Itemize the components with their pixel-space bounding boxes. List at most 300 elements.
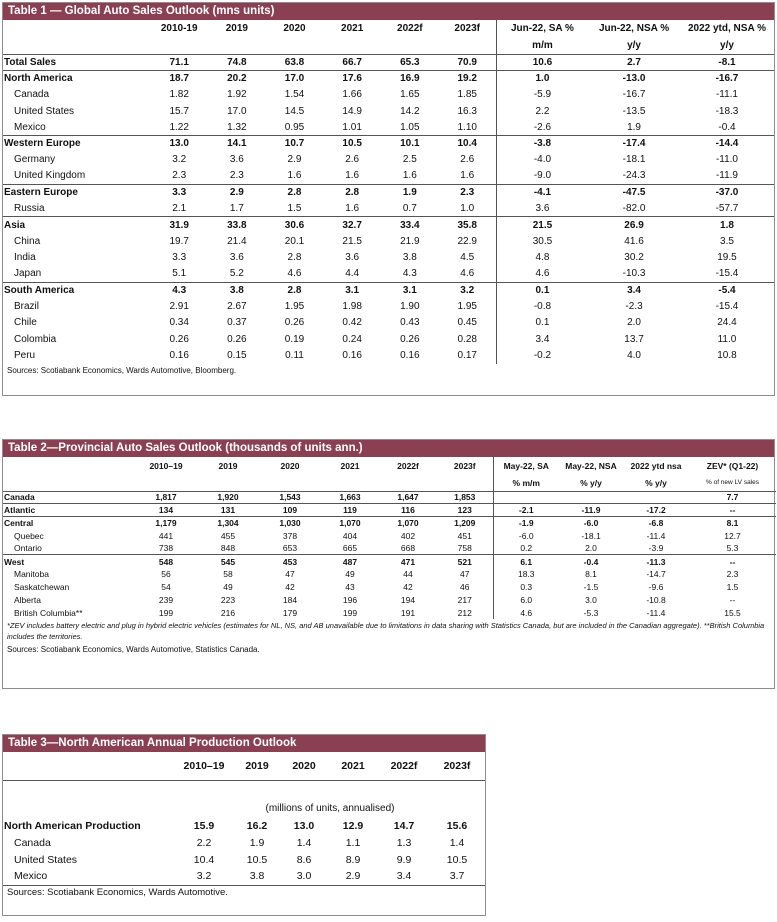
table-row — [3, 217, 774, 233]
table-cell: 0.34 — [169, 317, 189, 329]
table-cell: -15.4 — [715, 268, 739, 280]
table-cell: 54 — [161, 581, 171, 592]
table-cell: 1.8 — [680, 217, 774, 233]
col-header: 2021 — [341, 23, 364, 34]
table-cell: -0.4 — [559, 555, 623, 568]
table-cell: -82.0 — [622, 203, 646, 215]
row-label: Alberta — [14, 594, 41, 605]
table-row — [3, 152, 774, 168]
table-cell: 30.5 — [496, 233, 588, 249]
row-label: Quebec — [14, 530, 44, 541]
table-cell: -6.8 — [623, 517, 689, 530]
row-label: United States — [14, 853, 78, 866]
table-row — [3, 834, 485, 851]
table-cell: -24.3 — [622, 170, 646, 182]
table-cell: 21.4 — [227, 235, 247, 247]
table-cell: 16.9 — [381, 70, 439, 86]
table-cell: -11.4 — [646, 607, 666, 618]
table-cell: -6.0 — [493, 529, 559, 542]
table-cell: 0.37 — [227, 317, 247, 329]
table-1-title: Table 1 — Global Auto Sales Outlook (mns units) — [3, 3, 774, 20]
row-label: Total Sales — [3, 54, 150, 70]
table-cell: 123 — [437, 504, 493, 517]
table-cell: 0.26 — [400, 333, 420, 345]
table-cell — [623, 491, 689, 504]
table-cell: -17.2 — [623, 504, 689, 517]
table-cell: 42 — [403, 581, 413, 592]
row-label: West — [3, 555, 135, 568]
table-cell: 14.9 — [342, 105, 362, 117]
row-label: Mexico — [14, 870, 48, 883]
table-cell: 487 — [321, 555, 379, 568]
table-cell: -11.9 — [715, 170, 738, 182]
table-row — [3, 817, 485, 834]
table-cell: -0.2 — [496, 347, 588, 363]
table-cell: 4.3 — [402, 268, 417, 280]
table-cell: 30.6 — [266, 217, 324, 233]
table-cell: 10.4 — [439, 135, 497, 151]
row-label: China — [14, 235, 41, 247]
table-cell: 18.3 — [493, 568, 559, 581]
table-cell: 31.9 — [150, 217, 208, 233]
table-1-header-row-2 — [3, 37, 774, 54]
table-3-sources: Sources: Scotiabank Economics, Wards Automotive. — [7, 886, 228, 898]
table-cell: 17.0 — [227, 105, 247, 117]
col-header: 2019 — [218, 461, 238, 471]
table-cell: -57.7 — [715, 203, 739, 215]
table-cell: -4.1 — [496, 184, 588, 200]
col-subheader: % y/y — [580, 477, 602, 488]
table-cell: 738 — [158, 543, 174, 554]
table-row — [3, 606, 776, 619]
table-cell: 1,853 — [437, 491, 493, 504]
table-3 — [2, 734, 486, 916]
table-cell: 15.5 — [724, 607, 741, 618]
table-cell: 44 — [403, 569, 413, 580]
table-cell: 216 — [220, 607, 236, 618]
table-row — [3, 184, 774, 200]
table-cell: 4.0 — [627, 349, 641, 361]
col-subheader: y/y — [720, 39, 734, 51]
table-2 — [2, 439, 775, 689]
table-cell: 402 — [400, 530, 416, 541]
col-header: 2023f — [454, 23, 480, 34]
table-cell: 4.5 — [460, 252, 475, 264]
table-cell: 3.2 — [196, 870, 212, 883]
table-cell: 42 — [285, 581, 295, 592]
table-cell — [559, 491, 623, 504]
row-label: Chile — [14, 317, 37, 329]
table-cell: 758 — [457, 543, 472, 554]
row-label: Colombia — [14, 333, 57, 345]
table-cell: 19.5 — [717, 252, 737, 264]
table-cell: 223 — [220, 594, 236, 605]
table-cell: 1.01 — [342, 121, 362, 133]
table-cell: -5.3 — [583, 607, 599, 618]
table-cell: 1,070 — [321, 517, 379, 530]
table-cell: 35.8 — [439, 217, 497, 233]
table-cell: 0.26 — [284, 317, 305, 329]
table-cell: 1.95 — [457, 301, 477, 313]
table-cell: 3.3 — [172, 252, 187, 264]
table-cell: 21.5 — [496, 217, 588, 233]
table-cell: 1.4 — [449, 836, 465, 849]
table-cell: 2.3 — [439, 184, 497, 200]
table-cell: 3.1 — [323, 282, 381, 298]
table-cell: 0.24 — [342, 333, 362, 345]
table-cell: 19.2 — [439, 70, 497, 86]
row-label: North America — [3, 70, 150, 86]
table-cell: -2.6 — [496, 119, 588, 135]
table-cell: -- — [689, 555, 776, 568]
col-header: May-22, SA — [493, 457, 559, 475]
table-cell: 653 — [282, 543, 298, 554]
table-cell: -9.6 — [648, 581, 664, 592]
table-cell: -3.9 — [648, 543, 664, 554]
table-cell: 196 — [342, 594, 358, 605]
table-cell: -47.5 — [588, 184, 680, 200]
table-cell: 1.82 — [169, 89, 189, 101]
table-cell: 20.1 — [284, 235, 305, 247]
table-cell: -37.0 — [680, 184, 774, 200]
table-cell: 2.3 — [229, 170, 244, 182]
table-cell: 74.8 — [208, 54, 266, 70]
table-row — [3, 54, 774, 70]
table-2-footnote: *ZEV includes battery electric and plug in hybrid electric vehicles (estimates for NL, NS, and AB unavailable due to limitations in data sharing with Statistics Canada, but are included in the Canadian aggregate). **British Columbia includes the territories. — [7, 620, 765, 641]
table-row — [3, 529, 776, 542]
table-cell: -10.8 — [646, 594, 666, 605]
col-subheader: % y/y — [645, 477, 667, 488]
row-label: British Columbia** — [14, 607, 83, 618]
table-cell: 6.0 — [493, 593, 559, 606]
table-cell: 0.16 — [342, 349, 362, 361]
table-cell: 10.7 — [266, 135, 324, 151]
row-label: Mexico — [14, 121, 46, 133]
table-cell: 3.6 — [229, 154, 244, 166]
table-cell: 548 — [135, 555, 197, 568]
table-cell: 4.6 — [496, 266, 588, 282]
col-header: 2022 ytd nsa — [630, 461, 682, 471]
table-cell: 1.92 — [227, 89, 247, 101]
table-cell: 49 — [223, 581, 233, 592]
col-header: 2023f — [453, 461, 476, 471]
col-subheader: % m/m — [493, 475, 559, 491]
row-label: Peru — [14, 349, 36, 361]
table-row — [3, 517, 776, 530]
row-label: Ontario — [14, 543, 42, 554]
table-cell: 8.9 — [345, 853, 361, 866]
col-header: 2010-19 — [160, 23, 198, 34]
table-cell: 1.0 — [496, 70, 588, 86]
table-cell: 453 — [259, 555, 321, 568]
table-cell: 4.6 — [460, 268, 475, 280]
table-cell: 184 — [282, 594, 298, 605]
table-row — [3, 168, 774, 184]
table-cell: 2.0 — [627, 317, 641, 329]
row-label: Canada — [14, 89, 50, 101]
table-cell: -15.4 — [715, 301, 739, 313]
col-subheader: % of new LV sales — [706, 479, 759, 487]
row-label: Canada — [14, 836, 51, 849]
table-cell: 471 — [379, 555, 437, 568]
row-label: United States — [14, 105, 75, 117]
table-cell: 5.1 — [172, 268, 187, 280]
table-cell: 1.05 — [400, 121, 420, 133]
table-row — [3, 298, 774, 314]
table-cell: -13.0 — [588, 70, 680, 86]
table-cell: 70.9 — [439, 54, 497, 70]
table-1 — [2, 2, 775, 396]
col-header: 2022f — [397, 23, 423, 34]
table-cell: -18.3 — [715, 105, 739, 117]
table-cell: -18.1 — [622, 154, 646, 166]
table-cell: 0.16 — [400, 349, 420, 361]
table-cell: 10.5 — [323, 135, 381, 151]
table-cell: 0.7 — [402, 203, 417, 215]
table-cell: 1,304 — [197, 517, 259, 530]
table-cell: -11.4 — [646, 530, 666, 541]
table-cell: 21.5 — [342, 235, 362, 247]
table-cell: 33.4 — [381, 217, 439, 233]
table-cell: 10.5 — [246, 853, 268, 866]
table-cell: 2.9 — [345, 870, 361, 883]
table-cell: 0.11 — [285, 349, 304, 361]
table-cell: 3.6 — [496, 201, 588, 217]
table-cell: 15.6 — [446, 819, 468, 832]
table-cell: 0.45 — [457, 317, 477, 329]
table-cell: 0.19 — [284, 333, 305, 345]
table-cell: 17.0 — [266, 70, 324, 86]
table-row — [3, 504, 776, 517]
row-label: Atlantic — [3, 504, 135, 517]
table-cell: 131 — [197, 504, 259, 517]
table-cell: 1,647 — [379, 491, 437, 504]
table-cell: 1,070 — [379, 517, 437, 530]
table-cell: 5.2 — [229, 268, 244, 280]
table-cell: 0.15 — [227, 349, 247, 361]
table-cell: 3.8 — [249, 870, 265, 883]
row-label: Eastern Europe — [3, 184, 150, 200]
table-cell: 1.90 — [400, 301, 420, 313]
table-cell: 1.3 — [396, 836, 412, 849]
table-cell: 1.9 — [627, 121, 641, 133]
table-cell: -1.5 — [583, 581, 599, 592]
table-cell: -10.3 — [622, 268, 646, 280]
table-cell: 16.2 — [246, 819, 268, 832]
table-cell: 1,817 — [135, 491, 197, 504]
table-cell: 1.54 — [284, 89, 305, 101]
table-cell: 24.4 — [717, 317, 737, 329]
table-cell: 63.8 — [266, 54, 324, 70]
col-header: May-22, NSA — [565, 461, 617, 471]
table-cell: 0.16 — [169, 349, 189, 361]
table-cell: 1.4 — [296, 836, 312, 849]
table-row — [3, 103, 774, 119]
table-cell: -9.0 — [496, 168, 588, 184]
table-cell: 2.67 — [227, 301, 247, 313]
table-cell: 1.7 — [229, 203, 244, 215]
table-cell: 47 — [460, 569, 470, 580]
table-cell: 4.6 — [287, 268, 302, 280]
table-cell: 13.7 — [624, 333, 644, 345]
units-note: (millions of units, annualised) — [265, 803, 395, 814]
table-cell: 2.9 — [208, 184, 266, 200]
table-row — [3, 233, 774, 249]
table-cell: 18.7 — [150, 70, 208, 86]
table-row — [3, 568, 776, 581]
table-cell: 3.1 — [381, 282, 439, 298]
col-header: 2022f — [397, 461, 419, 471]
table-cell: 14.7 — [393, 819, 415, 832]
table-row — [3, 87, 774, 103]
table-cell: 2.7 — [588, 54, 680, 70]
table-cell: 13.0 — [293, 819, 315, 832]
table-cell: 3.4 — [588, 282, 680, 298]
col-header: 2019 — [245, 759, 269, 772]
table-cell: 7.7 — [689, 491, 776, 504]
col-header: 2021 — [341, 759, 365, 772]
table-cell: 3.4 — [396, 870, 412, 883]
table-cell: -14.7 — [646, 569, 666, 580]
table-cell: 32.7 — [323, 217, 381, 233]
table-cell: 0.17 — [457, 349, 477, 361]
table-cell: 1.66 — [342, 89, 362, 101]
table-cell: 1.6 — [345, 170, 360, 182]
table-row — [3, 542, 776, 555]
table-cell: -4.0 — [496, 152, 588, 168]
row-label: North American Production — [4, 819, 141, 832]
table-cell: 46 — [460, 581, 470, 592]
table-cell: 10.4 — [193, 853, 215, 866]
table-cell: 41.6 — [624, 235, 644, 247]
table-cell: 239 — [158, 594, 174, 605]
table-cell: 0.43 — [400, 317, 420, 329]
table-row — [3, 282, 774, 298]
table-2-title: Table 2—Provincial Auto Sales Outlook (thousands of units ann.) — [3, 440, 774, 457]
table-row — [3, 135, 774, 151]
table-cell: -11.1 — [715, 89, 738, 101]
table-cell: 217 — [457, 594, 472, 605]
table-cell: 109 — [259, 504, 321, 517]
table-cell: 2.6 — [345, 154, 360, 166]
table-cell: 65.3 — [381, 54, 439, 70]
table-cell: 0.26 — [169, 333, 189, 345]
table-cell: -18.1 — [581, 530, 601, 541]
table-cell: 0.3 — [493, 581, 559, 594]
table-cell: 3.6 — [229, 252, 244, 264]
table-cell: 0.2 — [493, 542, 559, 555]
table-cell: 1,030 — [259, 517, 321, 530]
table-cell: 33.8 — [208, 217, 266, 233]
table-cell: 22.9 — [457, 235, 477, 247]
table-cell: 455 — [220, 530, 236, 541]
table-row — [3, 266, 774, 282]
table-cell: 3.0 — [585, 594, 597, 605]
table-cell: 1,920 — [197, 491, 259, 504]
table-cell: 0.42 — [342, 317, 362, 329]
table-cell: 0.1 — [496, 282, 588, 298]
table-cell: 14.2 — [400, 105, 420, 117]
table-cell: 0.95 — [284, 121, 305, 133]
table-row — [3, 593, 776, 606]
table-cell: 1.32 — [227, 121, 247, 133]
table-cell: -13.5 — [622, 105, 646, 117]
table-cell: -16.7 — [680, 70, 774, 86]
table-cell: 49 — [345, 569, 355, 580]
row-label: India — [14, 252, 36, 264]
table-row — [3, 119, 774, 135]
col-header: 2023f — [443, 759, 471, 772]
table-cell: 2.1 — [172, 203, 187, 215]
table-cell: 1.65 — [400, 89, 420, 101]
table-cell: -11.0 — [715, 154, 738, 166]
table-cell: 848 — [220, 543, 236, 554]
table-cell: 1.9 — [381, 184, 439, 200]
table-3-grid — [3, 752, 485, 886]
table-cell: 26.9 — [588, 217, 680, 233]
table-cell: 6.1 — [493, 555, 559, 568]
table-cell: 5.3 — [726, 543, 739, 554]
table-cell: 3.8 — [402, 252, 417, 264]
table-cell: 15.9 — [193, 819, 215, 832]
table-cell: -6.0 — [559, 517, 623, 530]
table-cell: 2.5 — [402, 154, 417, 166]
table-cell: -14.4 — [680, 135, 774, 151]
row-label: South America — [3, 282, 150, 298]
table-1-header-row — [3, 20, 774, 37]
row-label: Central — [3, 517, 135, 530]
table-cell: 665 — [342, 543, 358, 554]
table-3-title: Table 3—North American Annual Production Outlook — [3, 735, 485, 752]
table-cell: 2.8 — [323, 184, 381, 200]
table-cell: 3.2 — [172, 154, 187, 166]
table-cell: -8.1 — [680, 54, 774, 70]
table-cell: 12.7 — [724, 530, 741, 541]
table-cell: 2.2 — [496, 103, 588, 119]
row-label: United Kingdom — [14, 170, 86, 182]
table-cell: 3.6 — [345, 252, 360, 264]
table-cell: 1.5 — [726, 581, 739, 592]
table-cell: 11.0 — [717, 333, 737, 345]
table-cell: 1.10 — [457, 121, 477, 133]
table-row — [3, 331, 774, 347]
table-2-grid — [3, 457, 776, 619]
table-cell: -0.4 — [718, 121, 736, 133]
table-2-sources: Sources: Scotiabank Economics, Wards Automotive, Statistics Canada. — [7, 644, 260, 654]
table-cell: 2.6 — [460, 154, 475, 166]
table-cell: 3.3 — [150, 184, 208, 200]
table-cell: 116 — [379, 504, 437, 517]
table-cell: 134 — [135, 504, 197, 517]
row-label: Asia — [3, 217, 150, 233]
table-cell: 30.2 — [624, 252, 644, 264]
table-cell: -3.8 — [496, 135, 588, 151]
table-cell: 19.7 — [169, 235, 189, 247]
table-cell: 191 — [400, 607, 416, 618]
table-row — [3, 555, 776, 568]
table-cell: 194 — [400, 594, 416, 605]
table-cell: 21.9 — [400, 235, 420, 247]
table-cell: 8.1 — [689, 517, 776, 530]
table-cell: 1.6 — [287, 170, 302, 182]
table-cell: -1.9 — [493, 517, 559, 530]
table-row — [3, 868, 485, 885]
table-cell: 14.1 — [208, 135, 266, 151]
table-cell: -- — [729, 594, 736, 605]
table-cell: -16.7 — [622, 89, 646, 101]
table-row — [3, 581, 776, 594]
table-cell: 1.6 — [460, 170, 475, 182]
